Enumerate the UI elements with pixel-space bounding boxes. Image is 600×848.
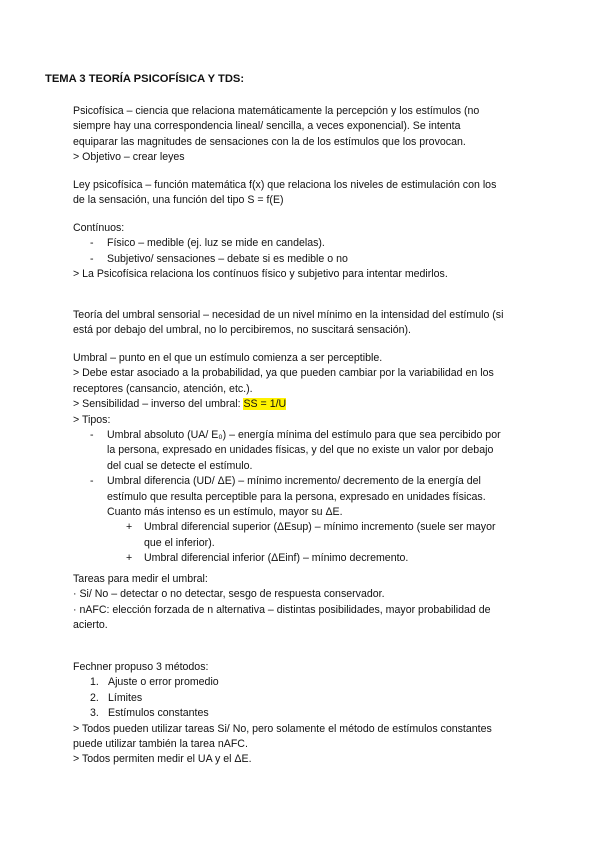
bullet-dash: - (90, 475, 94, 488)
ley-paragraph (73, 178, 543, 209)
note-line: puede utilizar también la tarea nAFC. (73, 738, 248, 751)
fechner-section (73, 660, 543, 768)
item-number: 1. (90, 676, 99, 689)
sub-list-item (73, 551, 543, 566)
sub-list-item-text: Umbral diferencial inferior (ΔEinf) – mínimo decremento. (144, 552, 409, 565)
list-item-text: del cual se detecte el estímulo. (107, 459, 253, 472)
psicofisica-paragraph (73, 104, 543, 166)
sensibilidad-line (73, 397, 543, 412)
numbered-item-text: Ajuste o error promedio (108, 676, 219, 689)
text-line: Psicofísica – ciencia que relaciona matemáticamente la percepción y los estímulos (no (73, 105, 480, 117)
umbral-sensorial-paragraph (73, 308, 543, 339)
section-heading: Tareas para medir el umbral: (73, 573, 208, 585)
list-item-text: Subjetivo/ sensaciones – debate si es medible o no (107, 252, 348, 265)
section-heading: Fechner propuso 3 métodos: (73, 661, 209, 673)
numbered-item (73, 706, 543, 721)
bullet-plus: + (126, 552, 133, 565)
text-line: siempre hay una correspondencia lineal/ sencilla, a veces exponencial). Se intenta (73, 120, 461, 133)
bullet-dash: - (90, 237, 94, 250)
list-item-text: estímulo que resulta perceptible para la persona, expresado en unidades físicas. (107, 490, 486, 503)
text-line: · Si/ No – detectar o no detectar, sesgo de respuesta conservador. (73, 588, 385, 601)
section-heading: Contínuos: (73, 222, 125, 234)
list-item (73, 252, 543, 267)
list-item (73, 236, 543, 251)
text-line: Umbral – punto en el que un estímulo comienza a ser perceptible. (73, 352, 383, 364)
bullet-plus: + (126, 521, 133, 534)
text-line: de la sensación, una función del tipo S = f(E) (73, 194, 284, 207)
list-item-text: Cuanto más intenso es un estímulo, mayor su ΔE. (107, 506, 343, 519)
numbered-item-text: Estímulos constantes (108, 707, 209, 720)
text-line: equiparar las magnitudes de sensaciones con la de los estímulos que los provocan. (73, 135, 466, 148)
bullet-dash: - (90, 252, 94, 265)
list-item-text: Físico – medible (ej. luz se mide en candelas). (107, 237, 325, 250)
numbered-item (73, 675, 543, 690)
sub-list-item-text: Umbral diferencial superior (ΔEsup) – mínimo incremento (suele ser mayor (144, 521, 496, 534)
sensibilidad-text: > Sensibilidad – inverso del umbral: (73, 398, 244, 411)
tipos-heading: > Tipos: (73, 413, 111, 426)
numbered-item-text: Límites (108, 691, 143, 704)
list-item-text: Umbral absoluto (UA/ E₀) – energía mínima del estímulo para que sea percibido por (107, 429, 501, 442)
item-number: 3. (90, 707, 99, 720)
list-item (73, 428, 543, 443)
text-line: está por debajo del umbral, no lo percibiremos, no suscitará sensación). (73, 324, 412, 337)
note-line: > La Psicofísica relaciona los contínuos físico y subjetivo para intentar medirlos. (73, 268, 448, 281)
item-number: 2. (90, 691, 99, 704)
highlighted-formula: SS = 1/U (243, 398, 287, 411)
umbral-section (73, 351, 543, 567)
text-line: Ley psicofísica – función matemática f(x) que relaciona los niveles de estimulación con los (73, 179, 497, 191)
tareas-section (73, 572, 543, 634)
page-title: TEMA 3 TEORÍA PSICOFÍSICA Y TDS: (45, 73, 245, 85)
note-line: > Todos permiten medir el UA y el ΔE. (73, 753, 252, 766)
continuos-section (73, 221, 543, 283)
sub-list-item (73, 520, 543, 535)
text-line: > Debe estar asociado a la probabilidad, ya que pueden cambiar por la variabilidad en los (73, 367, 494, 380)
text-line: · nAFC: elección forzada de n alternativa – distintas posibilidades, mayor probabilidad de (73, 603, 491, 616)
text-line: > Objetivo – crear leyes (73, 151, 185, 164)
text-line: receptores (cansancio, atención, etc.). (73, 382, 253, 395)
list-item-text: la persona, expresado en unidades físicas, y del que no existe un valor por debajo (107, 444, 494, 457)
bullet-dash: - (90, 429, 94, 442)
sub-list-item-text: que el inferior). (144, 536, 215, 549)
numbered-item (73, 691, 543, 706)
list-item (73, 474, 543, 489)
text-line: Teoría del umbral sensorial – necesidad de un nivel mínimo en la intensidad del estímulo (si (73, 309, 504, 321)
list-item-text: Umbral diferencia (UD/ ΔE) – mínimo incremento/ decremento de la energía del (107, 475, 481, 488)
note-line: > Todos pueden utilizar tareas Si/ No, pero solamente el método de estímulos constantes (73, 722, 492, 735)
text-line: acierto. (73, 619, 108, 632)
